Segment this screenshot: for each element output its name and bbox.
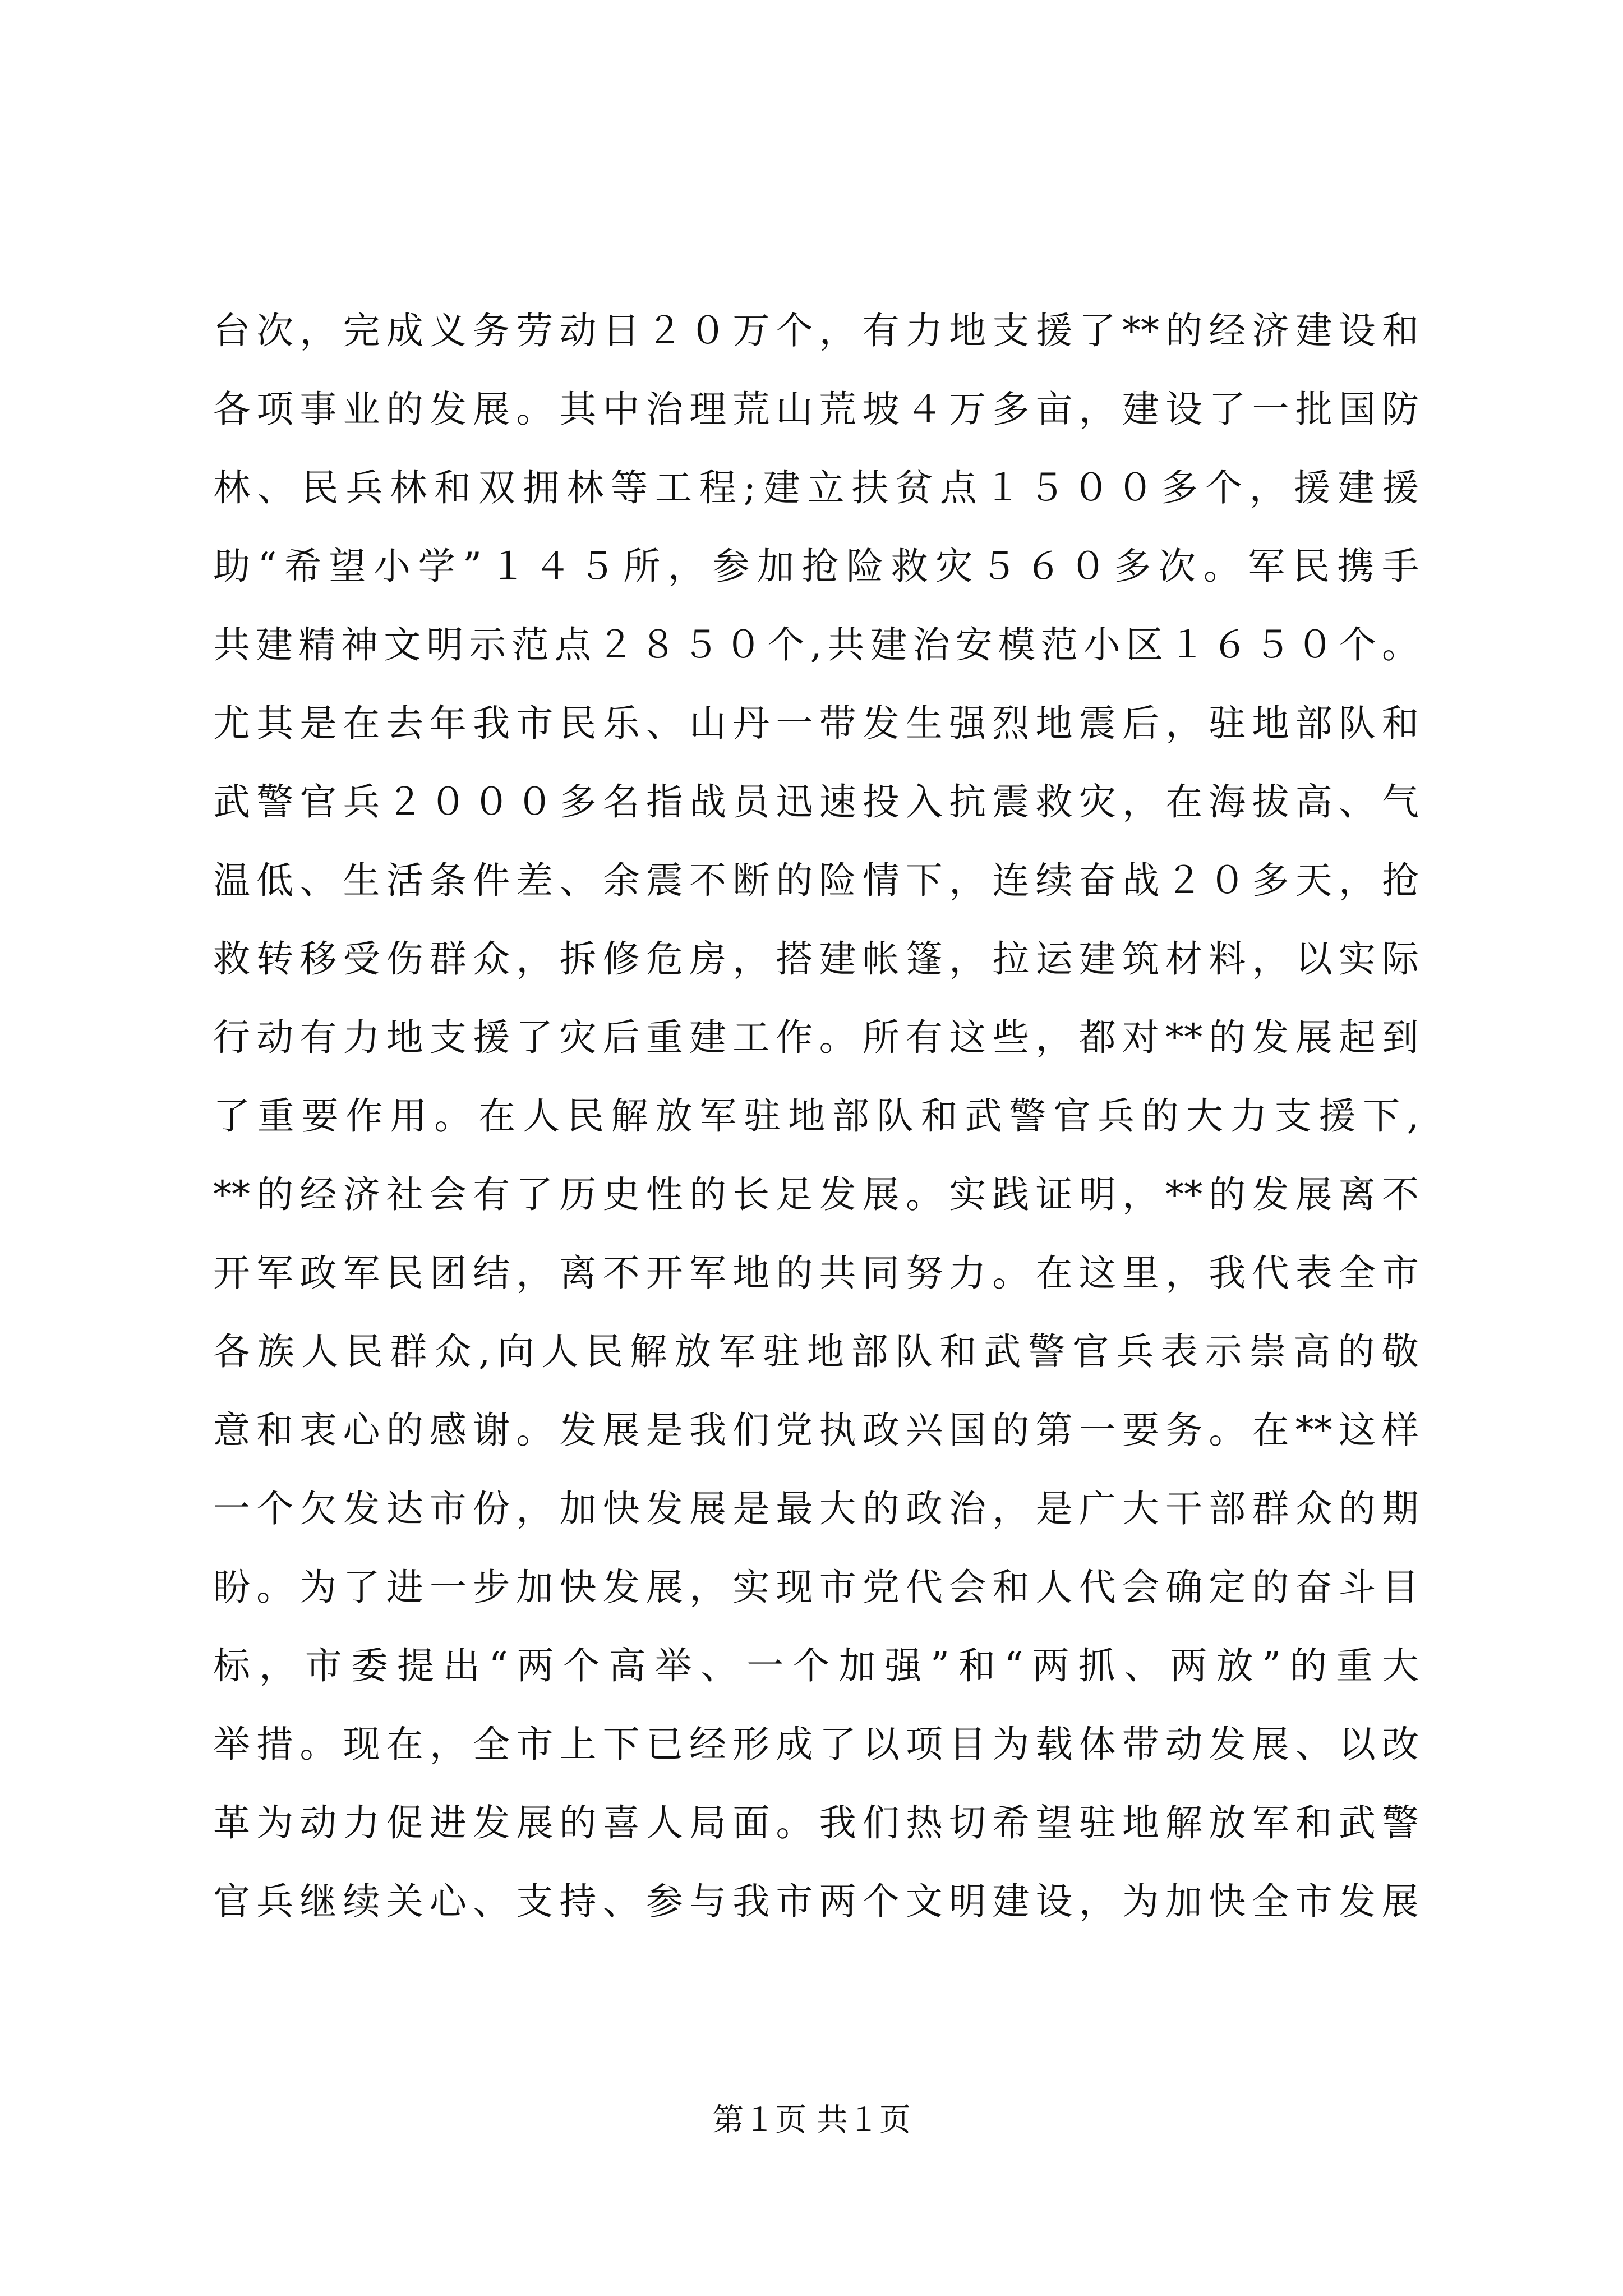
text-line-6: 尤其是在去年我市民乐、山丹一带发生强烈地震后，驻地部队和: [213, 702, 1419, 745]
text-line-18: 标，市委提出“两个高举、一个加强”和“两抓、两放”的重大: [213, 1644, 1419, 1687]
text-line-20: 革为动力促进发展的喜人局面。我们热切希望驻地解放军和武警: [213, 1801, 1419, 1844]
text-line-13: 开军政军民团结，离不开军地的共同努力。在这里，我代表全市: [213, 1251, 1419, 1295]
text-line-9: 救转移受伤群众，拆修危房，搭建帐篷，拉运建筑材料，以实际: [213, 937, 1419, 981]
text-line-16: 一个欠发达市份，加快发展是最大的政治，是广大干部群众的期: [213, 1487, 1419, 1530]
text-line-14: 各族人民群众,向人民解放军驻地部队和武警官兵表示崇高的敬: [213, 1330, 1419, 1373]
text-line-3: 林、民兵林和双拥林等工程;建立扶贫点１５００多个，援建援: [213, 466, 1419, 509]
text-line-17: 盼。为了进一步加快发展，实现市党代会和人代会确定的奋斗目: [213, 1566, 1419, 1609]
text-line-5: 共建精神文明示范点２８５０个,共建治安模范小区１６５０个。: [213, 623, 1419, 666]
text-line-12: **的经济社会有了历史性的长足发展。实践证明，**的发展离不: [213, 1173, 1419, 1216]
text-line-2: 各项事业的发展。其中治理荒山荒坡４万多亩，建设了一批国防: [213, 388, 1419, 431]
text-line-15: 意和衷心的感谢。发展是我们党执政兴国的第一要务。在**这样: [213, 1409, 1419, 1452]
body-text: [213, 292, 1419, 1941]
text-line-4: 助“希望小学”１４５所，参加抢险救灾５６０多次。军民携手: [213, 545, 1419, 588]
text-line-8: 温低、生活条件差、余震不断的险情下，连续奋战２０多天，抢: [213, 859, 1419, 902]
text-line-10: 行动有力地支援了灾后重建工作。所有这些，都对**的发展起到: [213, 1016, 1419, 1059]
page-footer: 第１页 共１页: [712, 2102, 911, 2138]
text-line-11: 了重要作用。在人民解放军驻地部队和武警官兵的大力支援下,: [213, 1094, 1419, 1138]
text-line-19: 举措。现在，全市上下已经形成了以项目为载体带动发展、以改: [213, 1723, 1419, 1766]
text-line-7: 武警官兵２０００多名指战员迅速投入抗震救灾，在海拔高、气: [213, 780, 1419, 823]
text-line-1: 台次，完成义务劳动日２０万个，有力地支援了**的经济建设和: [213, 309, 1419, 352]
text-line-21: 官兵继续关心、支持、参与我市两个文明建设，为加快全市发展: [213, 1880, 1419, 1923]
